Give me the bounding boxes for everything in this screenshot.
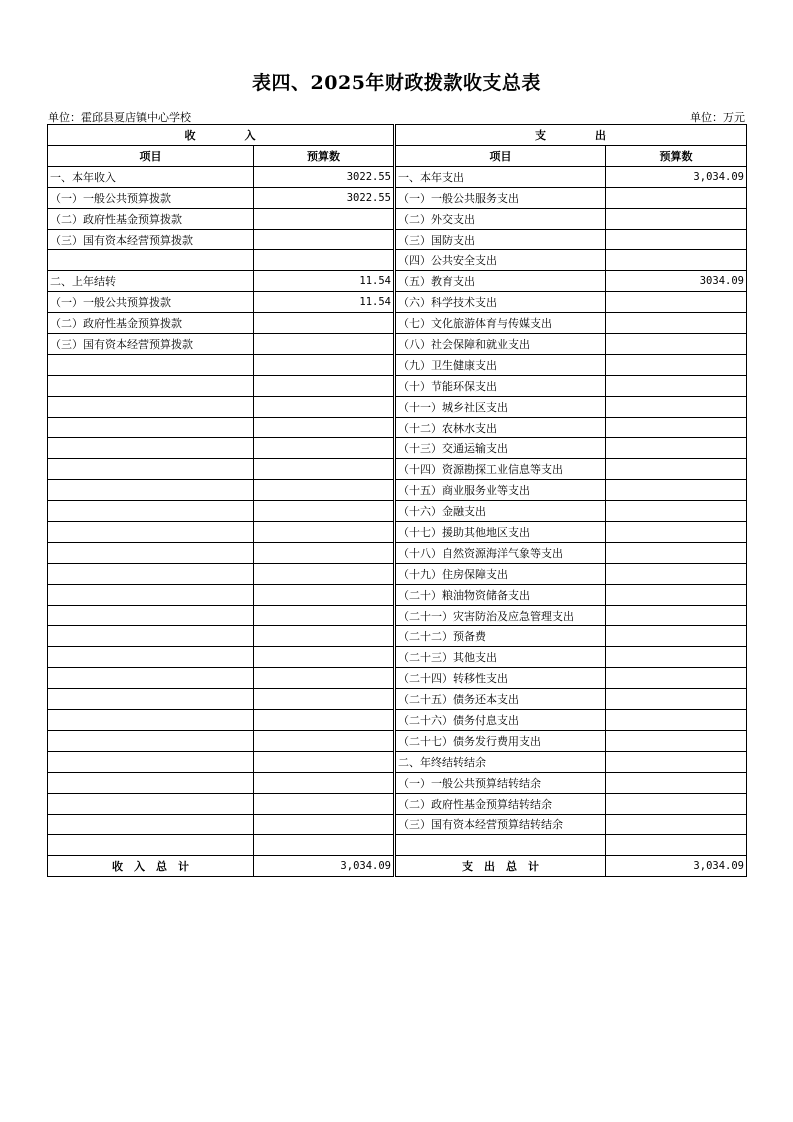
table-row — [48, 354, 747, 375]
income-budget-cell — [254, 480, 395, 501]
table-row — [48, 772, 747, 793]
expense-budget-cell — [606, 730, 747, 751]
income-budget-cell — [254, 710, 395, 731]
table-row — [48, 793, 747, 814]
table-row — [48, 313, 747, 334]
income-item-cell — [48, 710, 254, 731]
table-row — [48, 689, 747, 710]
expense-budget-cell — [606, 710, 747, 731]
expense-item-cell: （四）公共安全支出 — [395, 250, 606, 271]
income-item-cell: （三）国有资本经营预算拨款 — [48, 229, 254, 250]
expense-budget-cell — [606, 396, 747, 417]
expense-budget-cell — [606, 814, 747, 835]
table-row — [48, 710, 747, 731]
income-budget-cell — [254, 563, 395, 584]
income-item-cell — [48, 835, 254, 856]
expense-item-cell: （八）社会保障和就业支出 — [395, 334, 606, 355]
totals-row — [48, 856, 747, 877]
expense-budget-cell — [606, 542, 747, 563]
table-row — [48, 522, 747, 543]
income-total-label: 收 入 总 计 — [48, 856, 254, 877]
income-item-cell — [48, 417, 254, 438]
income-budget-cell — [254, 334, 395, 355]
income-item-cell — [48, 814, 254, 835]
income-budget-cell — [254, 459, 395, 480]
expense-item-cell: （二）政府性基金预算结转结余 — [395, 793, 606, 814]
expense-section-header: 支 出 — [395, 125, 747, 146]
income-budget-cell — [254, 626, 395, 647]
income-item-cell — [48, 730, 254, 751]
income-item-cell: （一）一般公共预算拨款 — [48, 292, 254, 313]
budget-table — [47, 124, 747, 877]
table-row — [48, 542, 747, 563]
expense-item-cell: 一、本年支出 — [395, 166, 606, 187]
income-budget-cell — [254, 313, 395, 334]
income-item-cell: 一、本年收入 — [48, 166, 254, 187]
table-row — [48, 480, 747, 501]
income-budget-cell — [254, 730, 395, 751]
expense-budget-cell — [606, 563, 747, 584]
expense-item-cell: 二、年终结转结余 — [395, 751, 606, 772]
expense-budget-cell — [606, 438, 747, 459]
income-budget-cell — [254, 522, 395, 543]
table-row — [48, 417, 747, 438]
table-row — [48, 563, 747, 584]
expense-budget-cell — [606, 647, 747, 668]
income-item-cell — [48, 480, 254, 501]
expense-budget-cell — [606, 375, 747, 396]
expense-budget-cell — [606, 417, 747, 438]
income-item-cell — [48, 584, 254, 605]
income-budget-cell — [254, 250, 395, 271]
income-budget-cell — [254, 668, 395, 689]
expense-budget-cell — [606, 292, 747, 313]
income-budget-cell — [254, 647, 395, 668]
income-item-cell: （二）政府性基金预算拨款 — [48, 208, 254, 229]
expense-budget-cell — [606, 835, 747, 856]
expense-budget-header: 预算数 — [606, 145, 747, 166]
table-row — [48, 584, 747, 605]
income-budget-cell — [254, 772, 395, 793]
income-budget-cell: 11.54 — [254, 271, 395, 292]
expense-budget-cell: 3,034.09 — [606, 166, 747, 187]
income-budget-cell — [254, 793, 395, 814]
income-item-cell — [48, 542, 254, 563]
expense-item-cell: （一）一般公共预算结转结余 — [395, 772, 606, 793]
income-item-cell — [48, 563, 254, 584]
section-header-row — [48, 125, 747, 146]
table-row — [48, 271, 747, 292]
expense-item-cell: （一）一般公共服务支出 — [395, 187, 606, 208]
table-row — [48, 501, 747, 522]
expense-budget-cell — [606, 751, 747, 772]
expense-item-cell: （二十五）债务还本支出 — [395, 689, 606, 710]
income-budget-header: 预算数 — [254, 145, 395, 166]
income-budget-cell — [254, 208, 395, 229]
income-budget-cell — [254, 689, 395, 710]
income-budget-cell — [254, 229, 395, 250]
income-budget-cell — [254, 835, 395, 856]
table-row — [48, 459, 747, 480]
page-title: 表四、2025年财政拨款收支总表 — [252, 72, 541, 94]
expense-item-cell: （十五）商业服务业等支出 — [395, 480, 606, 501]
expense-item-header: 项目 — [395, 145, 606, 166]
expense-item-cell: （七）文化旅游体育与传媒支出 — [395, 313, 606, 334]
expense-item-cell: （六）科学技术支出 — [395, 292, 606, 313]
income-budget-cell — [254, 605, 395, 626]
income-item-cell — [48, 375, 254, 396]
income-item-cell — [48, 396, 254, 417]
table-row — [48, 668, 747, 689]
table-row — [48, 292, 747, 313]
expense-item-cell: （十四）资源勘探工业信息等支出 — [395, 459, 606, 480]
expense-item-cell: （十二）农林水支出 — [395, 417, 606, 438]
income-budget-cell — [254, 438, 395, 459]
income-item-cell — [48, 501, 254, 522]
expense-budget-cell — [606, 459, 747, 480]
table-row — [48, 229, 747, 250]
income-budget-cell — [254, 396, 395, 417]
expense-budget-cell — [606, 793, 747, 814]
income-item-cell — [48, 772, 254, 793]
income-item-cell — [48, 522, 254, 543]
expense-budget-cell — [606, 772, 747, 793]
table-row — [48, 187, 747, 208]
income-item-cell — [48, 250, 254, 271]
expense-total-label: 支 出 总 计 — [395, 856, 606, 877]
income-item-cell — [48, 647, 254, 668]
income-budget-cell: 3022.55 — [254, 166, 395, 187]
expense-item-cell: （九）卫生健康支出 — [395, 354, 606, 375]
income-budget-cell — [254, 751, 395, 772]
expense-budget-cell — [606, 187, 747, 208]
expense-item-cell: （十）节能环保支出 — [395, 375, 606, 396]
expense-item-cell: （二）外交支出 — [395, 208, 606, 229]
expense-item-cell: （十三）交通运输支出 — [395, 438, 606, 459]
expense-budget-cell — [606, 334, 747, 355]
table-row — [48, 647, 747, 668]
table-row — [48, 814, 747, 835]
expense-budget-cell — [606, 689, 747, 710]
expense-item-cell: （十九）住房保障支出 — [395, 563, 606, 584]
table-row — [48, 751, 747, 772]
income-item-cell — [48, 438, 254, 459]
expense-budget-cell — [606, 626, 747, 647]
income-item-cell — [48, 626, 254, 647]
column-header-row — [48, 145, 747, 166]
unit-currency: 单位：万元 — [690, 111, 745, 124]
table-row — [48, 605, 747, 626]
expense-budget-cell — [606, 605, 747, 626]
expense-item-cell: （二十二）预备费 — [395, 626, 606, 647]
table-row — [48, 438, 747, 459]
expense-item-cell: （二十六）债务付息支出 — [395, 710, 606, 731]
income-item-cell — [48, 459, 254, 480]
expense-budget-cell — [606, 250, 747, 271]
expense-budget-cell — [606, 668, 747, 689]
table-row — [48, 626, 747, 647]
expense-budget-cell — [606, 208, 747, 229]
income-item-cell — [48, 668, 254, 689]
expense-item-cell: （十六）金融支出 — [395, 501, 606, 522]
income-budget-cell: 11.54 — [254, 292, 395, 313]
expense-budget-cell — [606, 229, 747, 250]
income-item-cell — [48, 605, 254, 626]
expense-total-value: 3,034.09 — [606, 856, 747, 877]
expense-budget-cell — [606, 354, 747, 375]
table-row — [48, 166, 747, 187]
income-budget-cell — [254, 542, 395, 563]
expense-item-cell — [395, 835, 606, 856]
expense-budget-cell — [606, 584, 747, 605]
table-row — [48, 730, 747, 751]
expense-item-cell: （二十）粮油物资储备支出 — [395, 584, 606, 605]
table-row — [48, 396, 747, 417]
income-item-cell — [48, 793, 254, 814]
table-row — [48, 375, 747, 396]
expense-item-cell: （二十七）债务发行费用支出 — [395, 730, 606, 751]
income-budget-cell — [254, 375, 395, 396]
expense-budget-cell: 3034.09 — [606, 271, 747, 292]
income-item-cell: （三）国有资本经营预算拨款 — [48, 334, 254, 355]
expense-item-cell: （五）教育支出 — [395, 271, 606, 292]
table-row — [48, 835, 747, 856]
income-section-header: 收 入 — [48, 125, 395, 146]
expense-item-cell: （二十一）灾害防治及应急管理支出 — [395, 605, 606, 626]
income-item-cell — [48, 354, 254, 375]
income-budget-cell — [254, 584, 395, 605]
expense-item-cell: （二十四）转移性支出 — [395, 668, 606, 689]
income-budget-cell — [254, 354, 395, 375]
table-row — [48, 334, 747, 355]
income-item-header: 项目 — [48, 145, 254, 166]
income-budget-cell: 3022.55 — [254, 187, 395, 208]
income-item-cell: （二）政府性基金预算拨款 — [48, 313, 254, 334]
income-item-cell: 二、上年结转 — [48, 271, 254, 292]
expense-budget-cell — [606, 501, 747, 522]
expense-item-cell: （十八）自然资源海洋气象等支出 — [395, 542, 606, 563]
unit-organization: 单位：霍邱县夏店镇中心学校 — [48, 111, 191, 124]
expense-budget-cell — [606, 522, 747, 543]
expense-budget-cell — [606, 480, 747, 501]
expense-budget-cell — [606, 313, 747, 334]
income-budget-cell — [254, 501, 395, 522]
income-item-cell: （一）一般公共预算拨款 — [48, 187, 254, 208]
expense-item-cell: （三）国有资本经营预算结转结余 — [395, 814, 606, 835]
expense-item-cell: （十七）援助其他地区支出 — [395, 522, 606, 543]
income-item-cell — [48, 751, 254, 772]
income-item-cell — [48, 689, 254, 710]
income-total-value: 3,034.09 — [254, 856, 395, 877]
expense-item-cell: （三）国防支出 — [395, 229, 606, 250]
expense-item-cell: （二十三）其他支出 — [395, 647, 606, 668]
income-budget-cell — [254, 814, 395, 835]
table-row — [48, 208, 747, 229]
table-row — [48, 250, 747, 271]
expense-item-cell: （十一）城乡社区支出 — [395, 396, 606, 417]
income-budget-cell — [254, 417, 395, 438]
